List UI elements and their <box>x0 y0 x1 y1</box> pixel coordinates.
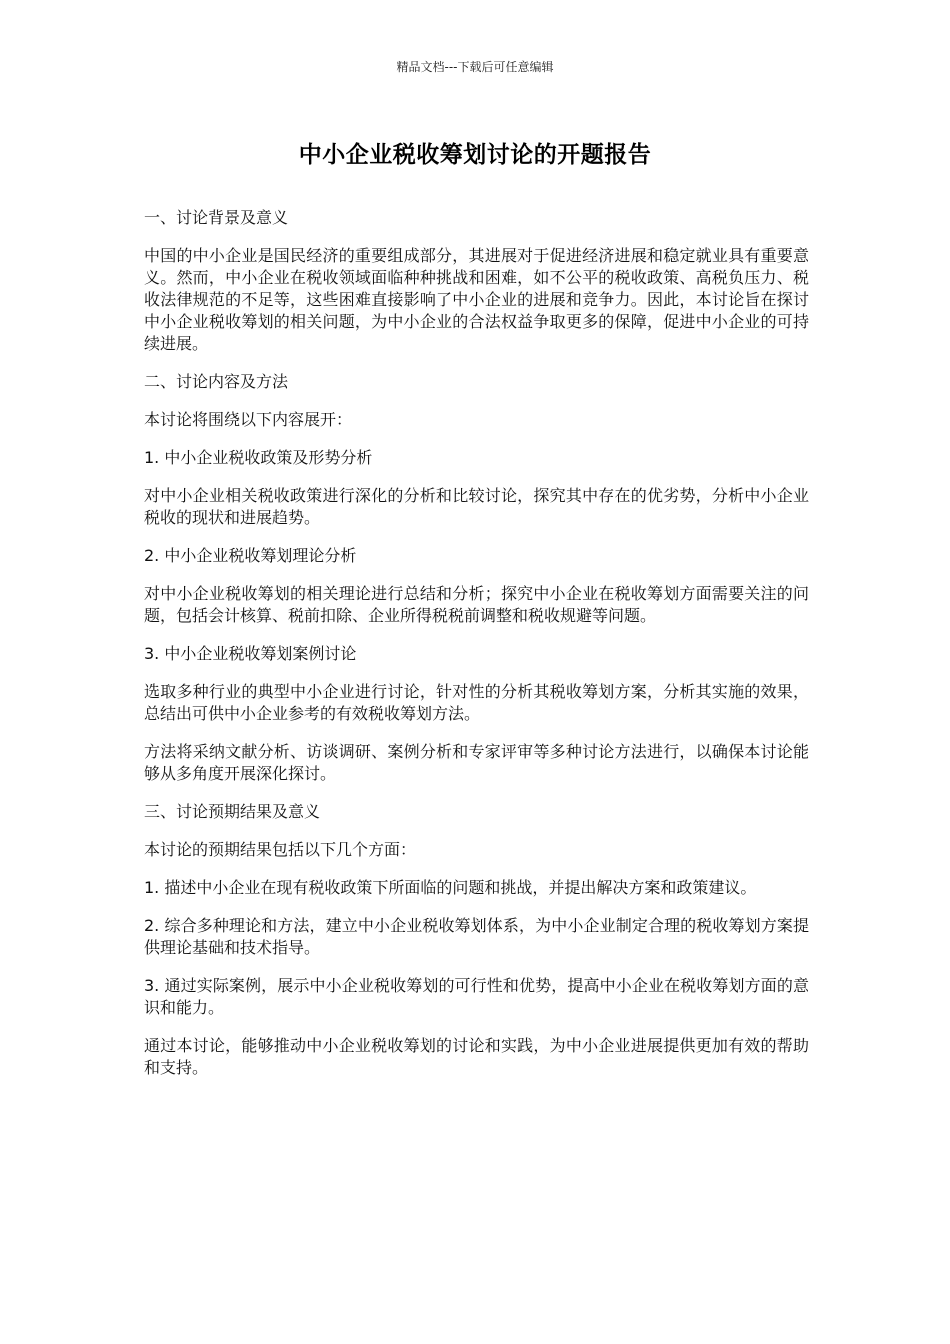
subheading-case-study: 3. 中小企业税收筹划案例讨论 <box>144 644 357 663</box>
subheading-theory-analysis: 2. 中小企业税收筹划理论分析 <box>144 546 357 565</box>
paragraph-methods: 方法将采纳文献分析、访谈调研、案例分析和专家评审等多种讨论方法进行，以确保本讨论能够从多角度开展深化探讨。 <box>144 742 809 783</box>
document-title: 中小企业税收筹划讨论的开题报告 <box>298 142 652 168</box>
paragraph-result-2: 2. 综合多种理论和方法，建立中小企业税收筹划体系，为中小企业制定合理的税收筹划方案提供理论基础和技术指导。 <box>144 916 809 957</box>
section-heading-background: 一、讨论背景及意义 <box>144 208 289 227</box>
document-body <box>144 207 809 1095</box>
paragraph-intro: 本讨论将围绕以下内容展开： <box>144 410 353 429</box>
paragraph-results-intro: 本讨论的预期结果包括以下几个方面： <box>144 840 417 859</box>
paragraph-result-1: 1. 描述中小企业在现有税收政策下所面临的问题和挑战，并提出解决方案和政策建议。 <box>144 878 757 897</box>
paragraph-policy-analysis: 对中小企业相关税收政策进行深化的分析和比较讨论，探究其中存在的优劣势，分析中小企业税收的现状和进展趋势。 <box>144 486 809 527</box>
subheading-policy-analysis: 1. 中小企业税收政策及形势分析 <box>144 448 373 467</box>
paragraph-conclusion: 通过本讨论，能够推动中小企业税收筹划的讨论和实践，为中小企业进展提供更加有效的帮助和支持。 <box>144 1036 809 1077</box>
paragraph-result-3: 3. 通过实际案例，展示中小企业税收筹划的可行性和优势，提高中小企业在税收筹划方面的意识和能力。 <box>144 976 809 1017</box>
section-heading-content-methods: 二、讨论内容及方法 <box>144 372 289 391</box>
paragraph-background: 中国的中小企业是国民经济的重要组成部分，其进展对于促进经济进展和稳定就业具有重要意义。然而，中小企业在税收领域面临种种挑战和困难，如不公平的税收政策、高税负压力、税收法律规范的不足等，这些困难直接影响了中小企业的进展和竞争力。因此，本讨论旨在探讨中小企业税收筹划的相关问题，为中小企业的合法权益争取更多的保障，促进中小企业的可持续进展。 <box>144 246 809 353</box>
header-note: 精品文档---下载后可任意编辑 <box>396 60 554 74</box>
section-heading-expected-results: 三、讨论预期结果及意义 <box>144 802 321 821</box>
paragraph-theory-analysis: 对中小企业税收筹划的相关理论进行总结和分析；探究中小企业在税收筹划方面需要关注的问题，包括会计核算、税前扣除、企业所得税税前调整和税收规避等问题。 <box>144 584 809 625</box>
paragraph-case-study: 选取多种行业的典型中小企业进行讨论，针对性的分析其税收筹划方案，分析其实施的效果，总结出可供中小企业参考的有效税收筹划方法。 <box>144 682 809 723</box>
